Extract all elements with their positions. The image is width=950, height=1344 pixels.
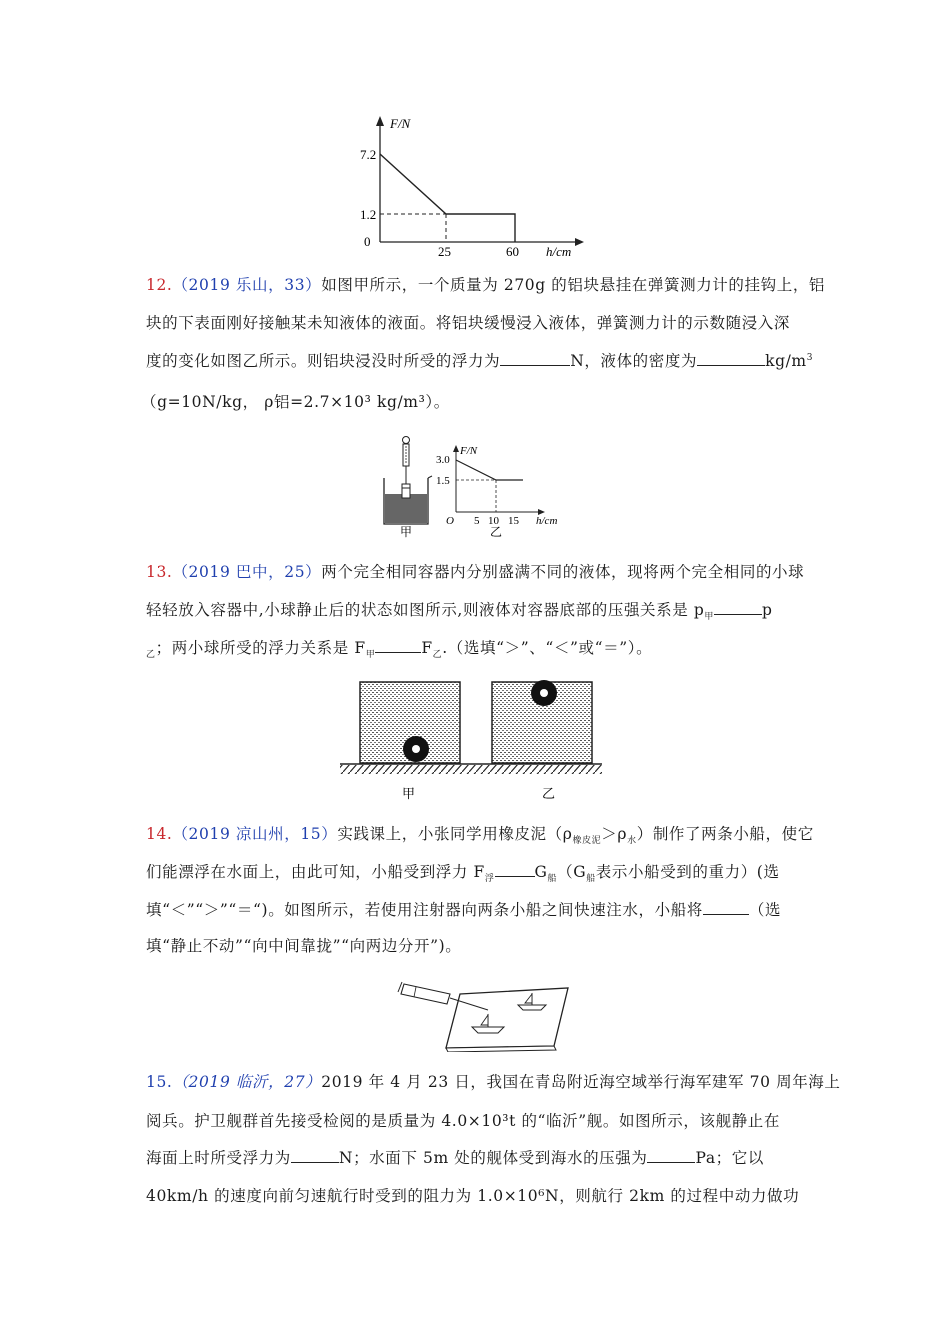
- q13-blank-pressure[interactable]: [714, 600, 762, 615]
- q13-line-1: [146, 560, 804, 582]
- q14-text-1b: ＞ρ: [601, 825, 628, 843]
- q12-graph-x-tick-10: 10: [488, 515, 499, 527]
- force-depth-graph-1: [360, 112, 600, 262]
- q12-graph-x-tick-15: 15: [508, 515, 519, 527]
- graph1-origin: 0: [364, 234, 371, 249]
- q12-blank-buoyancy[interactable]: [500, 351, 570, 366]
- q12-graph-x-tick-5: 5: [474, 515, 480, 527]
- q12-graph-y-label: F/N: [460, 445, 478, 457]
- q14-text-1a: 实践课上，小张同学用橡皮泥（ρ: [337, 825, 573, 843]
- graph1-y-tick-12: 1.2: [360, 207, 377, 222]
- q13-text-2a: 轻轻放入容器中,小球静止后的状态如图所示,则液体对容器底部的: [146, 601, 608, 619]
- q14-sub-1: 橡皮泥: [572, 836, 602, 847]
- graph1-x-tick-60: 60: [506, 244, 519, 259]
- q14-line-3: [146, 898, 781, 920]
- q15-text-1: 2019 年 4 月 23 日，我国在青岛附近海空域举行海军建军 70 周年海上: [321, 1073, 841, 1091]
- q13-label-yi: 乙: [542, 786, 556, 801]
- q14-source: （2019 凉山州，15）: [172, 825, 338, 843]
- q14-line-4: [146, 934, 461, 956]
- q12-source: （2019 乐山，33）: [172, 276, 322, 294]
- q15-blank-pressure[interactable]: [647, 1148, 695, 1163]
- q12-label-yi: 乙: [490, 525, 503, 539]
- q14-number: 14.: [146, 825, 173, 843]
- q12-line-1: [146, 273, 825, 295]
- q12-text-3a: 度的变化如图乙所示。则铝块浸没时所受的浮力为: [146, 352, 501, 370]
- q12-figure: [378, 432, 578, 540]
- q12-text-3c: kg/m: [765, 352, 807, 370]
- q15-line-1: [146, 1070, 841, 1092]
- q12-sup: 3: [806, 352, 814, 363]
- q13-sub-1: 甲: [704, 612, 715, 623]
- q12-line-4: [141, 390, 450, 412]
- graph1-x-tick-25: 25: [438, 244, 451, 259]
- q12-text-1: 如图甲所示，一个质量为 270g 的铝块悬挂在弹簧测力计的挂钩上，铝: [321, 276, 826, 294]
- q15-line-3: [146, 1146, 764, 1168]
- q12-text-3b: N，液体的密度为: [570, 352, 698, 370]
- q13-sub-3: 甲: [365, 650, 376, 661]
- q14-sub-4: 船: [547, 874, 558, 885]
- q15-line-4: [146, 1184, 799, 1206]
- q13-label-jia: 甲: [402, 786, 416, 801]
- q13-text-2c: p: [762, 601, 773, 619]
- q14-blank-compare[interactable]: [495, 862, 535, 877]
- q13-text-3b: F: [421, 639, 433, 657]
- q15-text-3c: Pa；它以: [695, 1149, 764, 1167]
- q12-graph-origin: O: [446, 515, 454, 527]
- q12-text-2: 块的下表面刚好接触某未知液体的液面。将铝块缓慢浸入液体，弹簧测力计的示数随浸入深: [146, 314, 791, 332]
- q14-text-2b: G: [534, 863, 548, 881]
- q13-text-3a: ；两小球所受的浮力关系是 F: [155, 639, 366, 657]
- q14-text-2a: 们能漂浮在水面上，由此可知，小船受到浮力 F: [146, 863, 485, 881]
- graph1-y-tick-72: 7.2: [360, 147, 377, 162]
- q12-label-jia: 甲: [400, 525, 413, 539]
- q13-text-2b: 压强关系是 p: [607, 601, 705, 619]
- q13-text-1: 两个完全相同容器内分别盛满不同的液体，现将两个完全相同的小球: [321, 563, 805, 581]
- q14-figure: [396, 972, 586, 1052]
- q14-sub-5: 船: [586, 874, 596, 885]
- q12-graph-y-tick-15: 1.5: [436, 475, 450, 487]
- q15-source: （2019 临沂，27）: [172, 1073, 322, 1091]
- q14-text-2c: （G: [557, 863, 587, 881]
- q12-number: 12.: [146, 276, 173, 294]
- q15-number: 15.: [146, 1073, 173, 1091]
- q14-line-1: [146, 822, 814, 846]
- q13-sub-4: 乙: [432, 650, 443, 661]
- q14-sub-2: 水: [627, 836, 637, 847]
- q14-line-2: [146, 860, 780, 884]
- graph1-x-label: h/cm: [546, 244, 572, 259]
- q12-line-2: [146, 311, 790, 333]
- q13-text-3c: .（选填“＞”、“＜”或“＝”）。: [442, 639, 653, 657]
- q13-line-2: [146, 598, 773, 622]
- q12-graph-x-label: h/cm: [536, 515, 558, 527]
- q14-text-3b: （选: [748, 901, 782, 919]
- q12-line-3: [146, 349, 813, 371]
- q14-blank-motion[interactable]: [703, 900, 749, 915]
- q13-figure: [336, 676, 606, 804]
- q12-text-4: （g=10N/kg， ρ铝=2.7×10³ kg/m³）。: [141, 393, 450, 411]
- q14-text-1c: ）制作了两条小船，使它: [636, 825, 814, 843]
- q12-blank-density[interactable]: [697, 351, 765, 366]
- q14-text-3a: 填“＜”“＞”“＝“)。如图所示，若使用注射器向两条小船之间快速注水，小船将: [146, 901, 703, 919]
- q13-blank-buoyancy[interactable]: [375, 638, 421, 653]
- q13-number: 13.: [146, 563, 173, 581]
- q15-text-4: 40km/h 的速度向前匀速航行时受到的阻力为 1.0×10⁶N，则航行 2km 的过程中动力做功: [146, 1187, 800, 1205]
- graph1-y-label: F/N: [390, 116, 411, 131]
- q15-text-2: 阅兵。护卫舰群首先接受检阅的是质量为 4.0×10³t 的“临沂”舰。如图所示，该舰静止在: [146, 1112, 781, 1130]
- q12-graph-y-tick-30: 3.0: [436, 454, 450, 466]
- q15-line-2: [146, 1109, 780, 1131]
- q14-text-4: 填“静止不动”“向中间靠拢”“向两边分开”)。: [146, 937, 462, 955]
- q15-blank-buoyancy[interactable]: [291, 1148, 339, 1163]
- q13-sub-2: 乙: [146, 650, 156, 661]
- q14-sub-3: 浮: [484, 874, 495, 885]
- q15-text-3a: 海面上时所受浮力为: [146, 1149, 291, 1167]
- q13-line-3: [146, 636, 652, 660]
- q13-source: （2019 巴中，25）: [172, 563, 322, 581]
- q15-text-3b: N；水面下 5m 处的舰体受到海水的压强为: [338, 1149, 648, 1167]
- q14-text-2d: 表示小船受到的重力）(选: [595, 863, 780, 881]
